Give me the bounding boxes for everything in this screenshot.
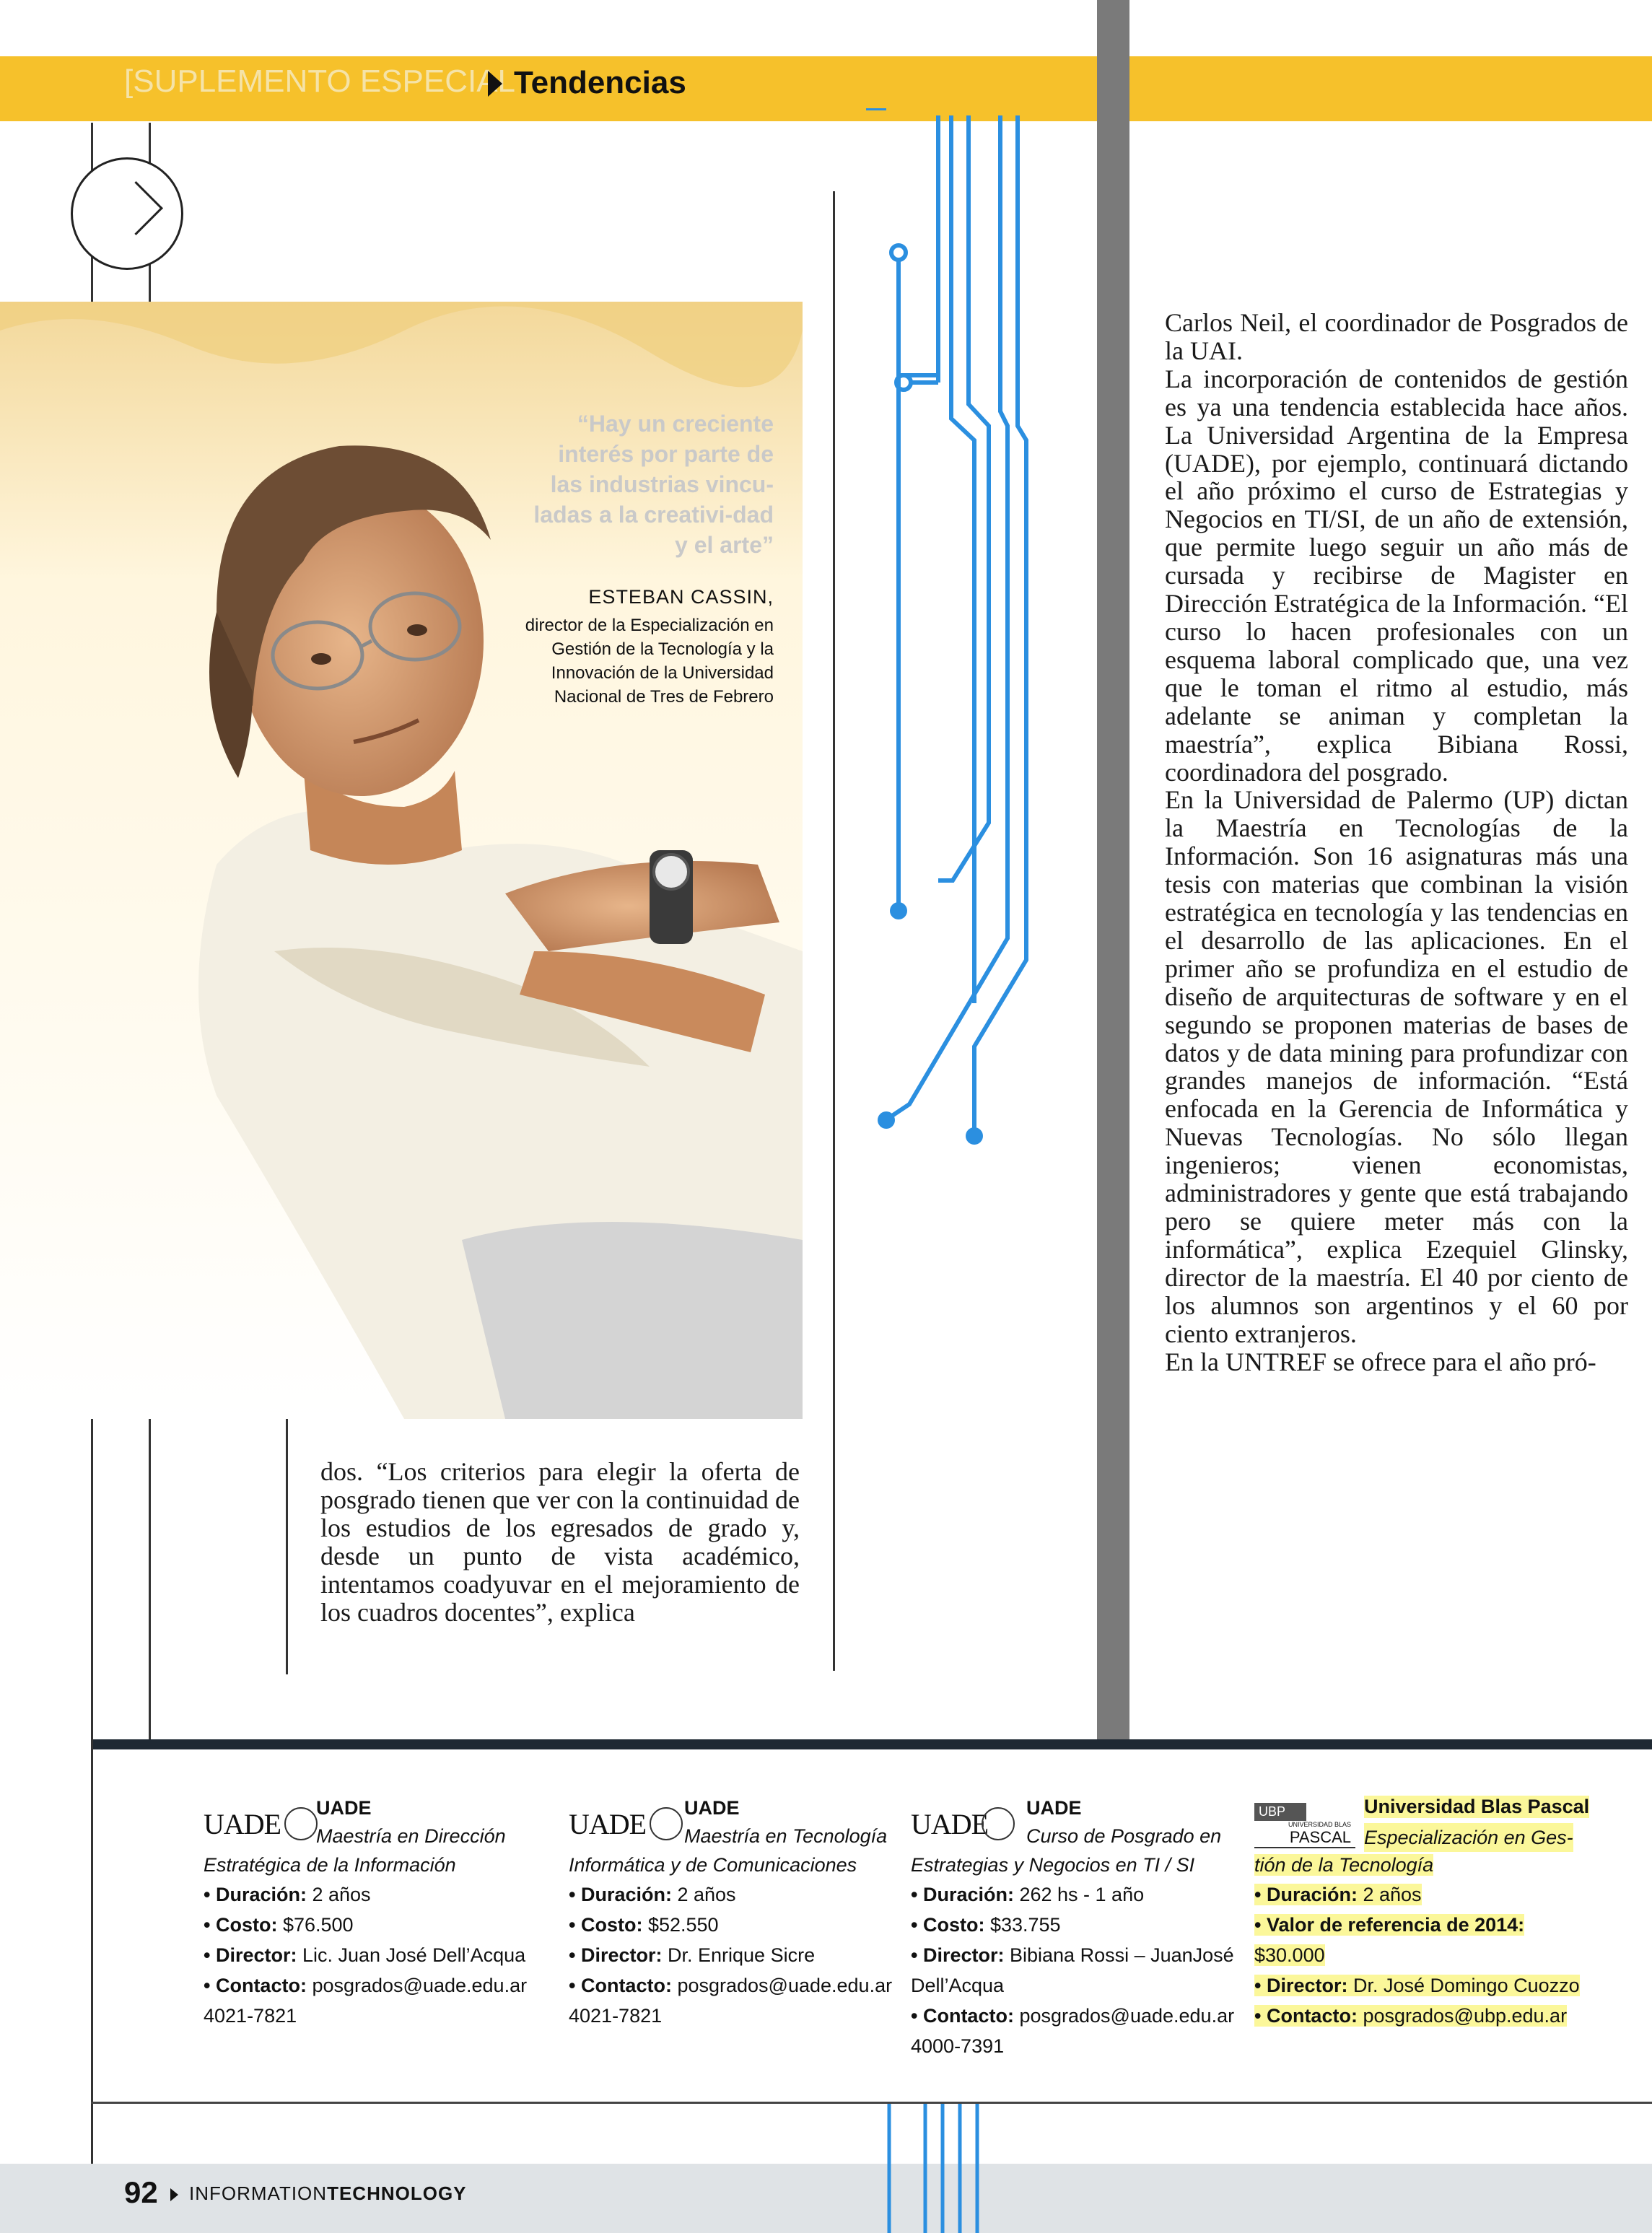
uade-logo: UADE xyxy=(569,1808,647,1840)
caption-name: ESTEBAN CASSIN, xyxy=(588,586,774,608)
program-name-cont: Estratégica de la Información xyxy=(204,1854,456,1876)
institution-name: UADE xyxy=(684,1797,740,1819)
paragraph: La incorporación de contenidos de gestión es ya una tendencia establecida hace años. La Universidad Argentina de la Empresa (UADE), por ejemplo, continuará dictando el año próximo el curso de Estrategias y Negocios en TI/SI, de un año de extensión, que permite luego seguir un año más de cursada y recibirse de Magister en Dirección Estratégica de la Información. “El curso lo hacen profesionales con un esquema laboral complicado que, una vez que le toman el ritmo al estudio, más adelante se animan y completan la maestría”, explica Bibiana Rossi, coordinadora del posgrado. xyxy=(1165,364,1628,787)
duration-value: 262 hs - 1 año xyxy=(1019,1884,1145,1905)
paragraph: dos. “Los criterios para elegir la oferta de posgrado tienen que ver con la continuidad de los estudios de los egresados de grado y, desde un punto de vista académico, intentamos coadyuvar en el mejoramiento de los cuadros docentes”, explica xyxy=(320,1457,800,1627)
circuit-decoration xyxy=(866,108,1054,1162)
contact-phone: 4000-7391 xyxy=(911,2035,1005,2057)
contact-label: • Contacto: xyxy=(569,1975,672,1996)
paragraph: Carlos Neil, el coordinador de Posgrados de la UAI. xyxy=(1165,308,1628,365)
right-column-text xyxy=(1165,309,1628,1376)
pull-quote: “Hay un creciente interés por parte de las industrias vincu-ladas a la creativi-dad y el arte” xyxy=(533,411,774,558)
program-name-cont: Estrategias y Negocios en TI / SI xyxy=(911,1854,1195,1876)
left-column-text xyxy=(320,1458,800,1626)
director-value-cont: Dell’Acqua xyxy=(911,1975,1005,1996)
section-label: [SUPLEMENTO ESPECIAL xyxy=(124,64,516,99)
magazine-name-a: INFORMATION xyxy=(189,2182,328,2204)
cost-value: $30.000 xyxy=(1254,1944,1325,1966)
program-name: Especialización en Ges- xyxy=(1364,1823,1573,1852)
magazine-name xyxy=(189,2182,467,2205)
box-top-rule xyxy=(91,1739,1652,1749)
program-entry xyxy=(1254,1793,1630,2031)
contact-phone: 4021-7821 xyxy=(569,2005,663,2027)
cost-value: $52.550 xyxy=(647,1914,719,1936)
cost-value: $33.755 xyxy=(989,1914,1061,1936)
ubp-logo-small: UNIVERSIDAD BLAS xyxy=(1288,1821,1351,1828)
duration-label: • Duración: xyxy=(569,1884,672,1905)
ubp-logo-mark: UBP xyxy=(1254,1803,1306,1821)
contact-label: • Contacto: xyxy=(204,1975,307,1996)
duration-value: 2 años xyxy=(312,1884,371,1905)
uade-logo: UADE xyxy=(204,1808,281,1840)
caption-role: director de la Especialización en Gestión de la Tecnología y la Innovación de la Universidad Nacional de Tres de Febrero xyxy=(525,616,774,707)
ubp-logo xyxy=(1254,1803,1355,1850)
footer-arrow-icon xyxy=(170,2188,178,2201)
paragraph: En la Universidad de Palermo (UP) dictan la Maestría en Tecnologías de la Información. Son 16 asignaturas más una tesis con materias que combinan la visión estratégica en tecnología y las tendencias en el desarrollo de las aplicaciones. En el primer año se profundiza en el estudio de diseño de arquitecturas de software y en el segundo se proponen materias de bases de datos y de data mining para profundizar con grandes manejos de información. “Está enfocada en la Gerencia de Informática y Nuevas Tecnologías. No sólo llegan ingenieros; vienen economistas, administradores y gente que está trabajando pero se quiere meter más con la informática”, explica Ezequiel Glinsky, director de la maestría. El 40 por ciento de los alumnos son argentinos y el 60 por ciento extranjeros. xyxy=(1165,785,1628,1348)
director-value: Dr. Enrique Sicre xyxy=(668,1944,816,1966)
director-label: • Director: xyxy=(204,1944,297,1966)
cost-value: $76.500 xyxy=(282,1914,354,1936)
contact-email: posgrados@ubp.edu.ar xyxy=(1363,2005,1568,2027)
contact-label: • Contacto: xyxy=(1254,2005,1358,2027)
header-arrow-icon xyxy=(488,71,502,97)
institution-name: UADE xyxy=(316,1797,372,1819)
footer-circuit-decoration xyxy=(882,2104,990,2233)
duration-label: • Duración: xyxy=(1254,1884,1358,1905)
program-name-cont: Informática y de Comunicaciones xyxy=(569,1854,857,1876)
program-name: Maestría en Dirección xyxy=(316,1825,506,1847)
seal-icon xyxy=(650,1807,683,1840)
box-left-rule xyxy=(91,1739,93,2233)
ubp-logo-text: PASCAL xyxy=(1254,1828,1355,1848)
box-bottom-rule xyxy=(91,2102,1652,2104)
contact-email: posgrados@uade.edu.ar xyxy=(677,1975,893,1996)
page-number: 92 xyxy=(124,2175,158,2209)
contact-email: posgrados@uade.edu.ar xyxy=(312,1975,528,1996)
program-entry xyxy=(911,1797,1243,2061)
program-entry xyxy=(204,1797,536,2031)
program-name: Maestría en Tecnología xyxy=(684,1825,888,1847)
duration-label: • Duración: xyxy=(911,1884,1014,1905)
duration-label: • Duración: xyxy=(204,1884,307,1905)
director-label: • Director: xyxy=(1254,1975,1348,1996)
institution-name: Universidad Blas Pascal xyxy=(1364,1796,1590,1817)
director-label: • Director: xyxy=(911,1944,1005,1966)
program-name: Curso de Posgrado en xyxy=(1026,1825,1222,1847)
seal-icon xyxy=(982,1807,1015,1840)
contact-label: • Contacto: xyxy=(911,2005,1014,2027)
paragraph: En la UNTREF se ofrece para el año pró- xyxy=(1165,1347,1596,1376)
program-entry xyxy=(569,1797,901,2031)
director-value: Lic. Juan José Dell’Acqua xyxy=(302,1944,526,1966)
magazine-name-b: TECHNOLOGY xyxy=(327,2182,467,2204)
seal-icon xyxy=(284,1807,318,1840)
institution-name: UADE xyxy=(1026,1797,1082,1819)
cost-label: • Costo: xyxy=(204,1914,278,1936)
duration-value: 2 años xyxy=(1363,1884,1422,1905)
program-name-cont: tión de la Tecnología xyxy=(1254,1854,1434,1876)
header-band-right xyxy=(1129,56,1652,121)
director-label: • Director: xyxy=(569,1944,663,1966)
contact-phone: 4021-7821 xyxy=(204,2005,297,2027)
director-value: Dr. José Domingo Cuozzo xyxy=(1353,1975,1580,1996)
director-value: Bibiana Rossi – JuanJosé xyxy=(1010,1944,1234,1966)
cost-label: • Valor de referencia de 2014: xyxy=(1254,1914,1525,1936)
duration-value: 2 años xyxy=(677,1884,736,1905)
section-topic: Tendencias xyxy=(514,65,686,100)
cost-label: • Costo: xyxy=(911,1914,985,1936)
contact-email: posgrados@uade.edu.ar xyxy=(1019,2005,1235,2027)
uade-logo: UADE xyxy=(911,1808,989,1840)
page-gutter xyxy=(1097,0,1129,1739)
column-rule-right xyxy=(833,191,835,1671)
cost-label: • Costo: xyxy=(569,1914,643,1936)
